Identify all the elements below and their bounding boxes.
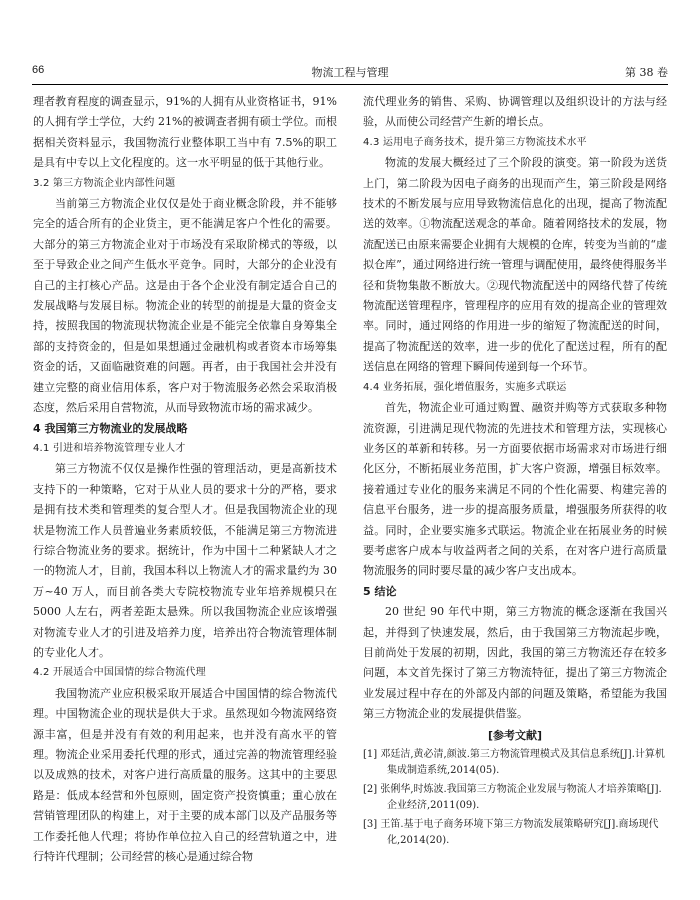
section-heading-4-4: 4.4 业务拓展，强化增值服务，实施多式联运 (363, 381, 567, 393)
running-header (32, 64, 668, 82)
paragraph-5: 20 世纪 90 年代中期，第三方物流的概念逐渐在我国兴起，并得到了快速发展，然后，由于我国第三方物流起步晚，目前尚处于发展的初期，因此，我国的第三方物流还存在较多问题，本文首先探讨了第三方物流特征，提出了第三方物流企业发展过程中存在的外部及内部的问题及策略，希望能为我国第三方物流企业的发展提供借鉴。 (363, 605, 667, 721)
section-heading-4-1: 4.1 引进和培养物流管理专业人才 (33, 442, 186, 454)
reference-item: [2] 张俐华,时炼波.我国第三方物流企业发展与物流人才培养策略[J].企业经济,2011(09). (363, 783, 662, 811)
paragraph-4-2: 我国物流产业应积极采取开展适合中国国情的综合物流代理。中国物流企业的现状是供大于求。虽然现如今物流网络资源丰富，但是并没有有效的利用起来，也并没有高水平的管理。物流企业采用委托代理的形式，通过完善的物流管理经验以及成熟的技术，对客户进行高质量的服务。这其中的主要思路是：低成本经营和外包原则，固定资产投资慎重；重心放在营销管理团队的构建上，对于主要的成本部门以及产品服务等工作委托他人代理；将协作单位拉入自己的经营轨道之中，进行特许代理制；公司经营的核心是通过综合物 (33, 686, 337, 864)
reference-item: [3] 王笛.基于电子商务环境下第三方物流发展策略研究[J].商场现代化,2014(20). (363, 818, 659, 846)
volume-label: 第 38 卷 (625, 66, 668, 79)
header-rule (32, 84, 668, 85)
references-title: [参考文献] (487, 728, 543, 742)
section-heading-5: 5 结论 (363, 584, 397, 598)
left-column (33, 92, 337, 867)
page-number: 66 (32, 64, 45, 76)
section-heading-4-3: 4.3 运用电子商务技术，提升第三方物流技术水平 (363, 136, 587, 148)
paragraph-continuation: 流代理业务的销售、采购、协调管理以及组织设计的方法与经验，从而使公司经营产生新的增长点。 (363, 95, 667, 129)
section-heading-4: 4 我国第三方物流业的发展战略 (33, 421, 188, 435)
section-heading-3-2: 3.2 第三方物流企业内部性问题 (33, 177, 176, 189)
paragraph-4-4: 首先，物流企业可通过购置、融资并购等方式获取多种物流资源，引进满足现代物流的先进技术和管理方法，实现核心业务区的革新和转移。另一方面要依据市场需求对市场进行细化区分，不断拓展业务范围，扩大客户资源，增强目标效率。接着通过专业化的服务来满足不同的个性化需要、构建完善的信息平台服务，进一步的提高服务质量，增强服务所获得的收益。同时，企业要实施多式联运。物流企业在拓展业务的时候要考虑客户成本与收益两者之间的关系，在对客户进行高质量物流服务的同时要尽量的减少客户支出成本。 (363, 401, 667, 578)
section-heading-4-2: 4.2 开展适合中国国情的综合物流代理 (33, 667, 206, 679)
paragraph-4-1: 第三方物流不仅仅是操作性强的管理活动，更是高新技术支持下的一种策略，它对于从业人员的要求十分的严格，要求是拥有技术类和管理类的复合型人才。但是我国物流企业的现状是物流工作人员普遍业务素质较低，不能满足第三方物流进行综合物流业务的要求。据统计，作为中国十二种紧缺人才之一的物流人才，目前，我国本科以上物流人才的需求量约为 30 万~40 万人，而目前各类大专院校物流专业年培养规模只在 5000 人左右，两者差距太悬殊。所以我国物流企业应该增强对物流专业人才的引进及培养力度，培养出符合物流管理体制的专业化人才。 (33, 462, 337, 659)
paragraph-3-2: 当前第三方物流企业仅仅是处于商业概念阶段，并不能够完全的适合所有的企业货主，更不能满足客户个性化的需要。大部分的第三方物流企业对于市场没有采取阶梯式的等级，以至于导致企业之间产生低水平竞争。同时，大部分的企业没有自己的主打核心产品。这是由于各个企业没有制定适合自己的发展战略与发展目标。物流企业的转型的前提是大量的资金支持，按照我国的物流现状物流企业是不能完全依靠自身筹集全部的支持资金的，但是如果想通过金融机构或者资本市场筹集资金的话，又面临融资难的问题。再者，由于我国社会并没有建立完整的商业信用体系，客户对于物流服务必然会采取消极态度，然后采用自营物流，从而导致物流市场的需求减少。 (33, 197, 337, 415)
paragraph-continuation: 理者教育程度的调查显示，91%的人拥有从业资格证书，91%的人拥有学士学位，大约 21%的被调查者拥有硕士学位。而根据相关资料显示，我国物流行业整体职工当中有 7.5%的职工是具有中专以上文化程度的。这一水平明显的低于其他行业。 (33, 95, 337, 170)
journal-title: 物流工程与管理 (311, 66, 389, 79)
reference-item: [1] 邓廷洁,黄必清,颜波.第三方物流管理模式及其信息系统[J].计算机集成制造系统,2014(05). (363, 748, 665, 776)
paragraph-4-3: 物流的发展大概经过了三个阶段的演变。第一阶段为送货上门，第二阶段为因电子商务的出现而产生，第三阶段是网络技术的不断发展与应用导致物流信息化的出现，提高了物流配送的效率。①物流配送观念的革命。随着网络技术的发展，物流配送已由原来需要企业拥有大规模的仓库，转变为当前的“虚拟仓库”，通过网络进行统一管理与调配使用，最终使得服务半径和货物集散不断放大。②现代物流配送中的网络代替了传统物流配送管理程序，管理程序的应用有效的提高企业的管理效率。同时，通过网络的作用进一步的缩短了物流配送的时间，提高了物流配送的效率，进一步的优化了配送过程，所有的配送信息在网络的管理下瞬间传递到每一个环节。 (363, 156, 667, 374)
right-column (363, 92, 667, 852)
